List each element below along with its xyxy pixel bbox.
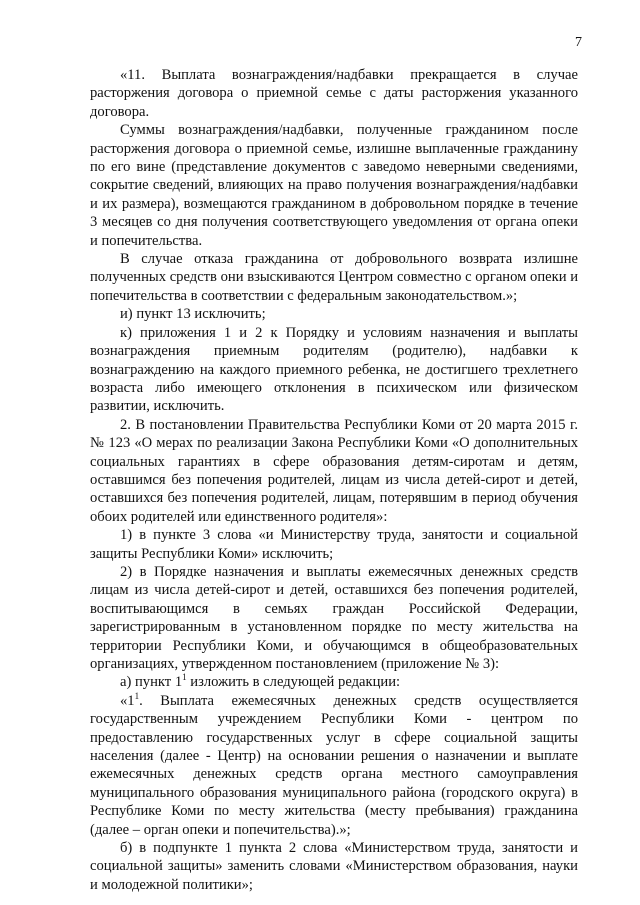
paragraph-10 (90, 692, 578, 839)
paragraph-9 (90, 673, 578, 691)
superscript-mark: 1 (182, 672, 187, 683)
paragraph-1: «11. Выплата вознаграждения/надбавки прекращается в случае расторжения договора о приемной семье с даты расторжения указанного договора. (90, 67, 578, 120)
paragraph-9-end: изложить в следующей редакции: (186, 674, 401, 691)
paragraph-3: В случае отказа гражданина от добровольного возврата излишне полученных средств они взыскиваются Центром совместно с органом опеки и попечительства в соответствии с федеральным законодательством.»; (90, 251, 578, 304)
paragraph-7: 1) в пункте 3 слова «и Министерству труда, занятости и социальной защиты Республики Коми» исключить; (90, 527, 578, 562)
paragraph-2: Суммы вознаграждения/надбавки, полученные гражданином после расторжения договора о приемной семье, излишне выплаченные гражданину по его вине (представление документов с заведомо неверными сведениями, сокрытие сведений, влияющих на право получения вознаграждения/надбавки и их размера), возмещаются гражданином в добровольном порядке в течение 3 месяцев со дня получения соответствующего уведомления от органа опеки и попечительства. (90, 122, 578, 249)
document-body (90, 66, 578, 894)
paragraph-6: 2. В постановлении Правительства Республики Коми от 20 марта 2015 г. № 123 «О мерах по реализации Закона Республики Коми «О дополнительных социальных гарантиях в сфере образования детям-сиротам и детям, оставшимся без попечения родителей, лицам из числа детей-сирот и детей, оставшихся без попечения родителей, лицам, потерявшим в период обучения обоих родителей или единственного родителя»: (90, 416, 578, 525)
paragraph-10-start: «1 (120, 692, 135, 709)
paragraph-9-start: а) пункт 1 (120, 674, 183, 691)
paragraph-5: к) приложения 1 и 2 к Порядку и условиям назначения и выплаты вознаграждения приемным родителям (родителю), надбавки к вознаграждению на каждого приемного ребенка, не достигшего трехлетнего возраста либо имеющего отклонения в психическом или физическом развитии, исключить. (90, 324, 578, 415)
page-number: 7 (575, 35, 582, 50)
superscript-mark: 1 (134, 690, 140, 701)
paragraph-11: б) в подпункте 1 пункта 2 слова «Министерством труда, занятости и социальной защиты» заменить словами «Министерством образования, науки и молодежной политики»; (90, 840, 578, 893)
paragraph-4: и) пункт 13 исключить; (120, 306, 266, 323)
paragraph-10-end: . Выплата ежемесячных денежных средств осуществляется государственным учреждением Республики Коми - центром по предоставлению государственных услуг в сфере социальной защиты населения (далее - Центр) на основании решения о назначении и выплате ежемесячных денежных средств органа местного самоуправления муниципального образования муниципального района (городского округа) в Республике Коми по месту жительства (месту пребывания) гражданина (далее – орган опеки и попечительства).»; (90, 692, 578, 838)
paragraph-8: 2) в Порядке назначения и выплаты ежемесячных денежных средств лицам из числа детей-сирот и детей, оставшихся без попечения родителей, воспитывающимся в семьях граждан Российской Федерации, зарегистрированным в установленном порядке по месту жительства на территории Республики Коми, и обучающимся в общеобразовательных организациях, утвержденном постановлением (приложение № 3): (90, 563, 578, 672)
